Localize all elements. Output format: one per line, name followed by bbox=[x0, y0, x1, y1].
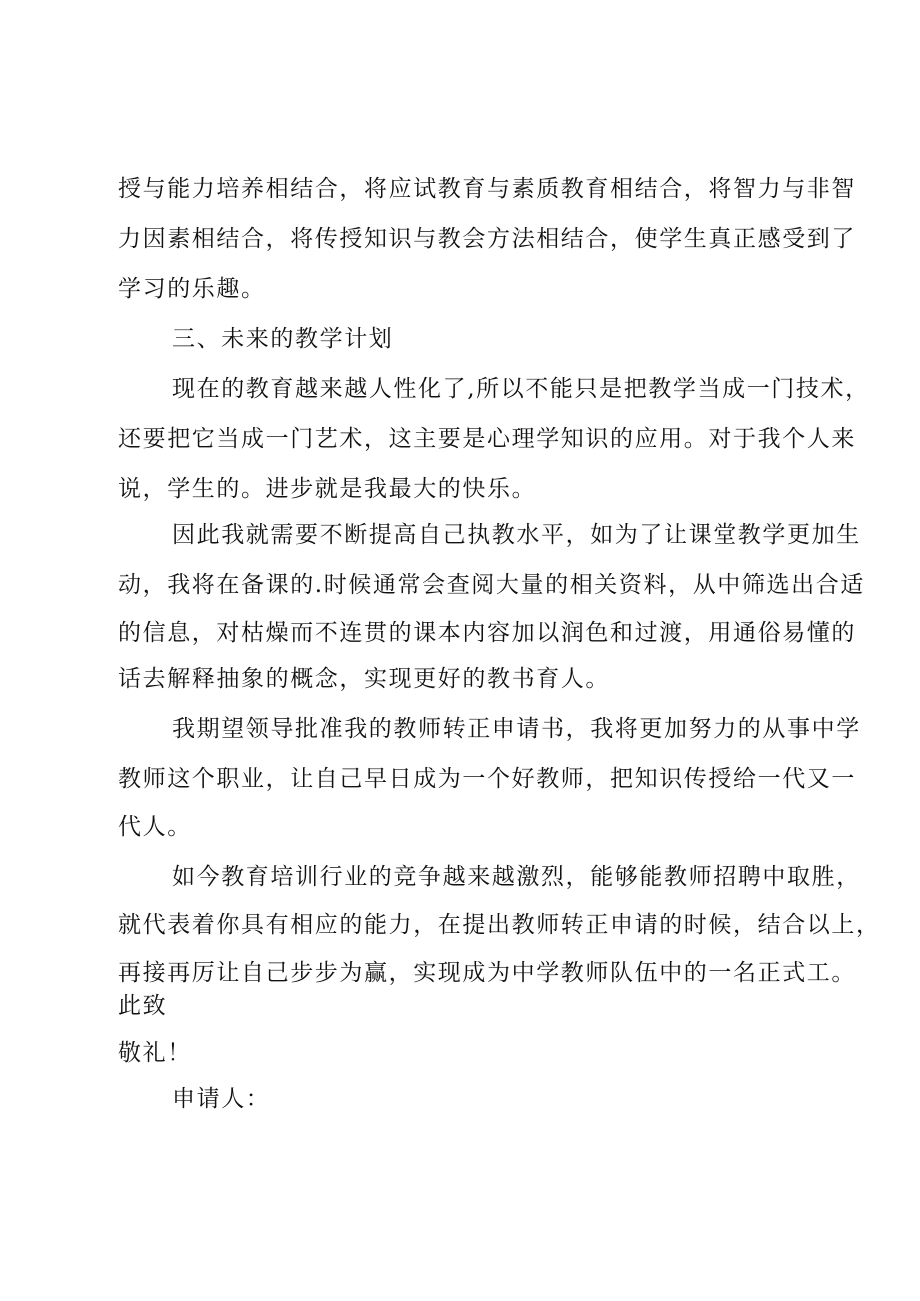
section-heading: 三、未来的教学计划 bbox=[172, 326, 394, 352]
paragraph-4-line-1: 我期望领导批准我的教师转正申请书，我将更加努力的从事中学 bbox=[172, 716, 861, 742]
paragraph-1-line-1: 授与能力培养相结合，将应试教育与素质教育相结合，将智力与非智 bbox=[118, 176, 856, 202]
paragraph-4-line-2: 教师这个职业，让自己早日成为一个好教师，把知识传授给一代又一 bbox=[118, 766, 856, 792]
paragraph-5-line-2: 就代表着你具有相应的能力，在提出教师转正申请的时候，结合以上， bbox=[118, 912, 881, 938]
paragraph-3-line-2: 动，我将在备课的.时候通常会查阅大量的相关资料，从中筛选出合适 bbox=[118, 572, 865, 598]
paragraph-3-line-4: 话去解释抽象的概念，实现更好的教书育人。 bbox=[118, 666, 610, 692]
paragraph-1-line-3: 学习的乐趣。 bbox=[118, 276, 266, 302]
salutation-line: 敬礼！ bbox=[118, 1040, 192, 1066]
paragraph-2-line-2: 还要把它当成一门艺术，这主要是心理学知识的应用。对于我个人来 bbox=[118, 426, 856, 452]
paragraph-2-line-1: 现在的教育越来越人性化了,所以不能只是把教学当成一门技术， bbox=[172, 376, 870, 402]
paragraph-2-line-3: 说，学生的。进步就是我最大的快乐。 bbox=[118, 476, 537, 502]
closing-line: 此致 bbox=[118, 993, 168, 1019]
paragraph-4-line-3: 代人。 bbox=[118, 814, 192, 840]
applicant-label: 申请人： bbox=[172, 1086, 271, 1112]
paragraph-5-line-3: 再接再厉让自己步步为赢，实现成为中学教师队伍中的一名正式工。 bbox=[118, 960, 856, 986]
paragraph-3-line-3: 的信息，对枯燥而不连贯的课本内容加以润色和过渡，用通俗易懂的 bbox=[118, 620, 856, 646]
paragraph-3-line-1: 因此我就需要不断提高自己执教水平，如为了让课堂教学更加生 bbox=[172, 522, 861, 548]
paragraph-1-line-2: 力因素相结合，将传授知识与教会方法相结合，使学生真正感受到了 bbox=[118, 226, 856, 252]
paragraph-5-line-1: 如今教育培训行业的竞争越来越激烈，能够能教师招聘中取胜， bbox=[172, 864, 861, 890]
